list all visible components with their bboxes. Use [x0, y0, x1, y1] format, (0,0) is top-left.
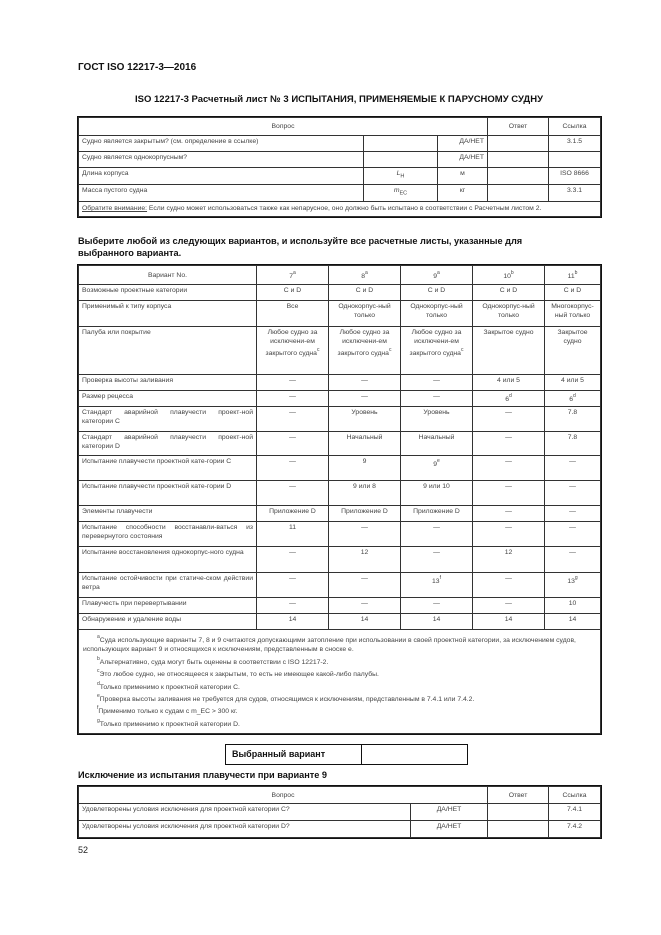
variant-cell — [257, 285, 329, 301]
cell-value: 7.8 — [567, 409, 578, 416]
row-label: Обнаружение и удаление воды — [79, 614, 257, 630]
variant-cell — [401, 573, 473, 598]
cell-value: C и D — [355, 287, 374, 294]
variant-cell — [329, 456, 401, 481]
question-cell: Удовлетворены условия исключения для проектной категории D? — [79, 821, 411, 838]
reference-cell: 3.3.1 — [549, 185, 601, 202]
variant-cell — [401, 327, 473, 375]
cell-value: Однокорпус-ный только — [482, 303, 535, 319]
cell-value: Любое судно за исключени-ем закрытого судна — [409, 329, 462, 357]
variant-cell — [401, 456, 473, 481]
cell-value: — — [505, 600, 512, 607]
footnote-text: Это любое судно, не относящееся к закрытым, то есть не имеющее какой-либо палубы. — [99, 671, 379, 679]
footnote-text: Только применимо к проектной категории C. — [99, 683, 240, 691]
variant-cell — [401, 506, 473, 522]
variant-cell — [329, 391, 401, 407]
cell-value: 14 — [568, 616, 577, 623]
footnote-mark: c — [97, 668, 100, 675]
table-row — [79, 407, 601, 432]
variant-cell — [257, 391, 329, 407]
answer-input[interactable] — [488, 821, 549, 838]
variant-cell — [473, 432, 545, 456]
header-row — [79, 266, 601, 285]
variant-cell — [257, 614, 329, 630]
table-row — [79, 614, 601, 630]
row-label: Применимый к типу корпуса — [79, 301, 257, 327]
footnote-mark: g — [574, 575, 578, 581]
table-row — [79, 136, 601, 152]
table-row — [79, 152, 601, 168]
cell-value: — — [569, 524, 576, 531]
footnote-mark: a — [365, 270, 368, 276]
table-row — [79, 168, 601, 185]
answer-input[interactable] — [488, 804, 549, 821]
note-row — [79, 202, 601, 217]
variant-cell — [329, 285, 401, 301]
variant-cell — [401, 547, 473, 573]
cell-value: Любое судно за исключени-ем закрытого судна — [337, 329, 390, 357]
cell-value: — — [289, 393, 296, 400]
cell-value: 6 — [569, 396, 573, 403]
variant-number: 11 — [567, 273, 575, 280]
exclusion-heading: Исключение из испытания плавучести при варианте 9 — [78, 770, 328, 780]
variant-cell — [545, 432, 601, 456]
cell-value: C и D — [563, 287, 582, 294]
note-text: Если судно может использоваться также как непарусное, оно должно быть испытано в соответствии с Расчетным листом 2. — [147, 205, 542, 212]
header-variant-label: Вариант No. — [79, 266, 257, 285]
variant-cell — [545, 506, 601, 522]
vessel-questions-table — [78, 117, 601, 217]
exclusion-table — [78, 786, 601, 838]
cell-value: Закрытое судно — [557, 329, 588, 345]
variant-number: 9 — [433, 273, 437, 280]
variant-cell — [257, 547, 329, 573]
variant-cell — [473, 391, 545, 407]
variant-cell — [329, 327, 401, 375]
cell-value: 6 — [505, 396, 509, 403]
page-title: ISO 12217-3 Расчетный лист № 3 ИСПЫТАНИЯ, ПРИМЕНЯЕМЫЕ К ПАРУСНОМУ СУДНУ — [135, 94, 543, 105]
footnote-mark: g — [97, 717, 100, 724]
cell-value: Приложение D — [269, 508, 316, 515]
table-row — [79, 375, 601, 391]
footnote — [83, 717, 596, 729]
cell-value: — — [289, 483, 296, 490]
unit-cell: м — [438, 168, 488, 185]
cell-value: Все — [286, 303, 299, 310]
variant-cell — [257, 432, 329, 456]
table-row — [79, 432, 601, 456]
cell-value: — — [289, 434, 296, 441]
footnote-text: Применимо только к судам с m_EC > 300 кг. — [98, 708, 238, 716]
selected-variant-input[interactable] — [362, 745, 467, 764]
footnote — [83, 704, 596, 716]
cell-value: — — [569, 549, 576, 556]
cell-value: — — [505, 508, 512, 515]
variant-cell — [257, 522, 329, 547]
cell-value: — — [433, 393, 440, 400]
cell-value: 12 — [504, 549, 513, 556]
variant-cell — [257, 456, 329, 481]
variant-cell — [545, 391, 601, 407]
table-row — [79, 456, 601, 481]
variant-cell — [257, 327, 329, 375]
variant-cell — [329, 598, 401, 614]
variant-header-9 — [401, 266, 473, 285]
variant-cell — [473, 481, 545, 506]
cell-value: — — [289, 458, 296, 465]
cell-value: C и D — [499, 287, 518, 294]
footnote-mark: b — [574, 270, 578, 276]
variant-cell — [329, 407, 401, 432]
table-row — [79, 522, 601, 547]
row-label: Размер рецесса — [79, 391, 257, 407]
unit-cell: ДА/НЕТ — [411, 821, 488, 838]
question-cell: Судно является закрытым? (см. определение в ссылке) — [79, 136, 364, 152]
cell-value: — — [505, 434, 512, 441]
variant-cell — [257, 481, 329, 506]
cell-value: — — [433, 600, 440, 607]
cell-value: Многокорпус-ный только — [551, 303, 594, 319]
variant-cell — [401, 481, 473, 506]
footnote-mark: a — [437, 270, 440, 276]
variant-cell — [401, 301, 473, 327]
variant-cell — [473, 573, 545, 598]
cell-value: — — [433, 524, 440, 531]
reference-cell: 7.4.2 — [549, 821, 601, 838]
question-cell: Судно является однокорпусным? — [79, 152, 364, 168]
footnote-mark: d — [509, 393, 512, 399]
variant-number: 8 — [361, 273, 365, 280]
variant-cell — [545, 522, 601, 547]
cell-value: C и D — [427, 287, 446, 294]
table-row — [79, 391, 601, 407]
instruction-heading: Выберите любой из следующих вариантов, и используйте все расчетные листы, указанные для выбранного варианта. — [78, 236, 523, 258]
footnote-text: Суда использующие варианты 7, 8 и 9 считаются допускающими затопление при использовании в своей проектной категории, за исключением судов, использующих вариант 9 и относящихся к исключениям, представленным в сноске e. — [83, 637, 576, 654]
cell-value: — — [361, 377, 368, 384]
row-label: Элементы плавучести — [79, 506, 257, 522]
variant-header-7 — [257, 266, 329, 285]
cell-value: — — [289, 575, 296, 582]
footnote-mark: b — [510, 270, 514, 276]
table-row — [79, 481, 601, 506]
variant-cell — [401, 407, 473, 432]
cell-value: 13 — [567, 578, 575, 585]
variant-cell — [473, 407, 545, 432]
footnote-text: Проверка высоты заливания не требуется для судов, относящимся к исключениям, представленным в 7.4.1 или 7.4.2. — [99, 696, 475, 704]
variant-cell — [401, 598, 473, 614]
variant-cell — [329, 432, 401, 456]
cell-value: Однокорпус-ный только — [338, 303, 391, 319]
variant-cell — [473, 522, 545, 547]
row-label: Испытание восстановления однокорпус-ного судна — [79, 547, 257, 573]
variant-cell — [329, 506, 401, 522]
page-number: 52 — [78, 845, 89, 855]
answer-input[interactable] — [488, 152, 549, 168]
reference-cell: 3.1.5 — [549, 136, 601, 152]
footnote-mark: e — [97, 693, 100, 700]
footnote-mark: a — [97, 634, 100, 640]
standard-code: ГОСТ ISO 12217-3—2016 — [78, 62, 197, 73]
footnote-text: Только применимо к проектной категории D. — [99, 720, 240, 728]
footnote-mark: f — [97, 705, 99, 712]
cell-value: 13 — [432, 578, 440, 585]
reference-cell — [549, 152, 601, 168]
footnote-mark: a — [293, 270, 296, 276]
variant-header-10 — [473, 266, 545, 285]
cell-value: — — [505, 524, 512, 531]
variant-cell — [545, 301, 601, 327]
variant-cell — [545, 481, 601, 506]
symbol-cell — [364, 136, 438, 152]
cell-value: 9 или 10 — [423, 483, 450, 490]
cell-value: — — [505, 458, 512, 465]
footnotes — [79, 630, 601, 734]
variant-cell — [473, 285, 545, 301]
header-answer: Ответ — [488, 787, 549, 804]
variant-cell — [257, 407, 329, 432]
footnote — [83, 692, 596, 704]
variant-cell — [545, 547, 601, 573]
variant-cell — [545, 407, 601, 432]
cell-value: 9 — [362, 458, 367, 465]
symbol-subscript: H — [400, 173, 405, 180]
footnotes-row — [79, 630, 601, 734]
variant-cell — [401, 391, 473, 407]
cell-value: 9 — [433, 461, 437, 468]
variant-cell — [473, 614, 545, 630]
cell-value: 10 — [568, 600, 577, 607]
variant-cell — [329, 481, 401, 506]
header-answer: Ответ — [488, 118, 549, 136]
symbol: L — [396, 170, 401, 177]
footnote-mark: d — [97, 680, 100, 687]
variant-cell — [473, 547, 545, 573]
table-row — [79, 506, 601, 522]
cell-value: C и D — [283, 287, 302, 294]
variant-cell — [545, 573, 601, 598]
row-label: Возможные проектные категории — [79, 285, 257, 301]
variant-cell — [545, 456, 601, 481]
header-reference: Ссылка — [549, 118, 601, 136]
footnote-mark: f — [439, 575, 441, 581]
cell-value: — — [505, 409, 512, 416]
symbol-cell — [364, 168, 438, 185]
variant-cell — [401, 522, 473, 547]
cell-value: — — [569, 458, 576, 465]
footnote-text: Альтернативно, суда могут быть оценены в соответствии с ISO 12217-2. — [99, 658, 329, 666]
symbol-cell — [364, 152, 438, 168]
footnote — [83, 667, 596, 679]
variant-cell — [329, 375, 401, 391]
footnote-mark: c — [460, 347, 464, 353]
cell-value: Уровень — [351, 409, 378, 416]
variant-cell — [545, 285, 601, 301]
cell-value: 4 или 5 — [497, 377, 520, 384]
variant-header-11 — [545, 266, 601, 285]
variant-cell — [473, 327, 545, 375]
cell-value: 14 — [288, 616, 297, 623]
cell-value: 7.8 — [567, 434, 578, 441]
header-question: Вопрос — [79, 118, 488, 136]
cell-value: 12 — [360, 549, 369, 556]
variant-cell — [401, 432, 473, 456]
unit-cell: ДА/НЕТ — [438, 136, 488, 152]
table-row — [79, 804, 601, 821]
variants-table — [78, 265, 601, 734]
cell-value: — — [569, 483, 576, 490]
variant-cell — [257, 598, 329, 614]
cell-value: 14 — [360, 616, 369, 623]
cell-value: — — [289, 549, 296, 556]
cell-value: 9 или 8 — [353, 483, 376, 490]
variant-header-8 — [329, 266, 401, 285]
answer-input[interactable] — [488, 185, 549, 202]
row-label: Испытание плавучести проектной кате-гории D — [79, 481, 257, 506]
cell-value: Приложение D — [413, 508, 460, 515]
variant-cell — [473, 375, 545, 391]
cell-value: — — [289, 377, 296, 384]
variant-number: 7 — [289, 273, 293, 280]
row-label: Испытание остойчивости при статиче-ском действии ветра — [79, 573, 257, 598]
reference-cell: ISO 8666 — [549, 168, 601, 185]
row-label: Плавучесть при перевертывании — [79, 598, 257, 614]
footnote-mark: b — [97, 655, 100, 662]
row-label: Проверка высоты заливания — [79, 375, 257, 391]
cell-value: Однокорпус-ный только — [410, 303, 463, 319]
table-row — [79, 573, 601, 598]
cell-value: — — [505, 483, 512, 490]
question-cell: Масса пустого судна — [79, 185, 364, 202]
question-cell: Длина корпуса — [79, 168, 364, 185]
cell-value: Приложение D — [341, 508, 388, 515]
unit-cell: кг — [438, 185, 488, 202]
answer-input[interactable] — [488, 136, 549, 152]
cell-value: Любое судно за исключени-ем закрытого судна — [265, 329, 318, 357]
cell-value: 14 — [432, 616, 441, 623]
variant-cell — [473, 598, 545, 614]
header-reference: Ссылка — [549, 787, 601, 804]
cell-value: — — [569, 508, 576, 515]
cell-value: — — [433, 377, 440, 384]
table-row — [79, 285, 601, 301]
row-label: Стандарт аварийной плавучести проект-ной категории C — [79, 407, 257, 432]
cell-value: — — [289, 409, 296, 416]
variant-cell — [329, 547, 401, 573]
selected-variant-box — [225, 744, 468, 765]
cell-value: — — [361, 575, 368, 582]
note-cell — [79, 202, 601, 217]
variant-cell — [257, 301, 329, 327]
variant-cell — [473, 456, 545, 481]
cell-value: — — [361, 524, 368, 531]
variant-cell — [257, 375, 329, 391]
cell-value: Начальный — [418, 434, 455, 441]
footnote-mark: d — [573, 393, 576, 399]
reference-cell: 7.4.1 — [549, 804, 601, 821]
footnote — [83, 633, 596, 655]
row-label: Стандарт аварийной плавучести проект-ной категории D — [79, 432, 257, 456]
table-row — [79, 327, 601, 375]
variant-number: 10 — [503, 273, 511, 280]
header-question: Вопрос — [79, 787, 488, 804]
cell-value: 11 — [288, 524, 297, 531]
table-row — [79, 598, 601, 614]
variant-cell — [473, 506, 545, 522]
footnote-mark: e — [437, 458, 440, 464]
cell-value: — — [505, 575, 512, 582]
variant-cell — [401, 285, 473, 301]
row-label: Испытание плавучести проектной кате-гории C — [79, 456, 257, 481]
table-row — [79, 301, 601, 327]
table-row — [79, 821, 601, 838]
symbol-cell — [364, 185, 438, 202]
variant-cell — [545, 614, 601, 630]
variant-cell — [545, 375, 601, 391]
cell-value: — — [289, 600, 296, 607]
variant-cell — [329, 522, 401, 547]
variant-cell — [473, 301, 545, 327]
cell-value: Уровень — [423, 409, 450, 416]
cell-value: Начальный — [346, 434, 383, 441]
variant-cell — [257, 506, 329, 522]
footnote-mark: c — [388, 347, 392, 353]
footnote — [83, 680, 596, 692]
table-row — [79, 547, 601, 573]
cell-value: — — [361, 600, 368, 607]
variant-cell — [257, 573, 329, 598]
variant-cell — [401, 614, 473, 630]
table-row — [79, 185, 601, 202]
selected-variant-label: Выбранный вариант — [226, 745, 362, 764]
variant-cell — [545, 327, 601, 375]
cell-value: 4 или 5 — [561, 377, 584, 384]
note-label: Обратите внимание: — [82, 205, 148, 212]
question-cell: Удовлетворены условия исключения для проектной категории C? — [79, 804, 411, 821]
cell-value: 14 — [504, 616, 513, 623]
cell-value: — — [433, 549, 440, 556]
unit-cell: ДА/НЕТ — [438, 152, 488, 168]
symbol-subscript: EC — [399, 190, 408, 197]
footnote — [83, 655, 596, 667]
variant-cell — [401, 375, 473, 391]
unit-cell: ДА/НЕТ — [411, 804, 488, 821]
variant-cell — [329, 614, 401, 630]
cell-value: Закрытое судно — [483, 329, 534, 336]
variant-cell — [329, 573, 401, 598]
row-label: Испытание способности восстанавли-ваться из перевернутого состояния — [79, 522, 257, 547]
symbol: m — [393, 187, 400, 194]
row-label: Палуба или покрытие — [79, 327, 257, 375]
cell-value: — — [361, 393, 368, 400]
answer-input[interactable] — [488, 168, 549, 185]
footnote-mark: c — [316, 347, 320, 353]
variant-cell — [329, 301, 401, 327]
variant-cell — [545, 598, 601, 614]
